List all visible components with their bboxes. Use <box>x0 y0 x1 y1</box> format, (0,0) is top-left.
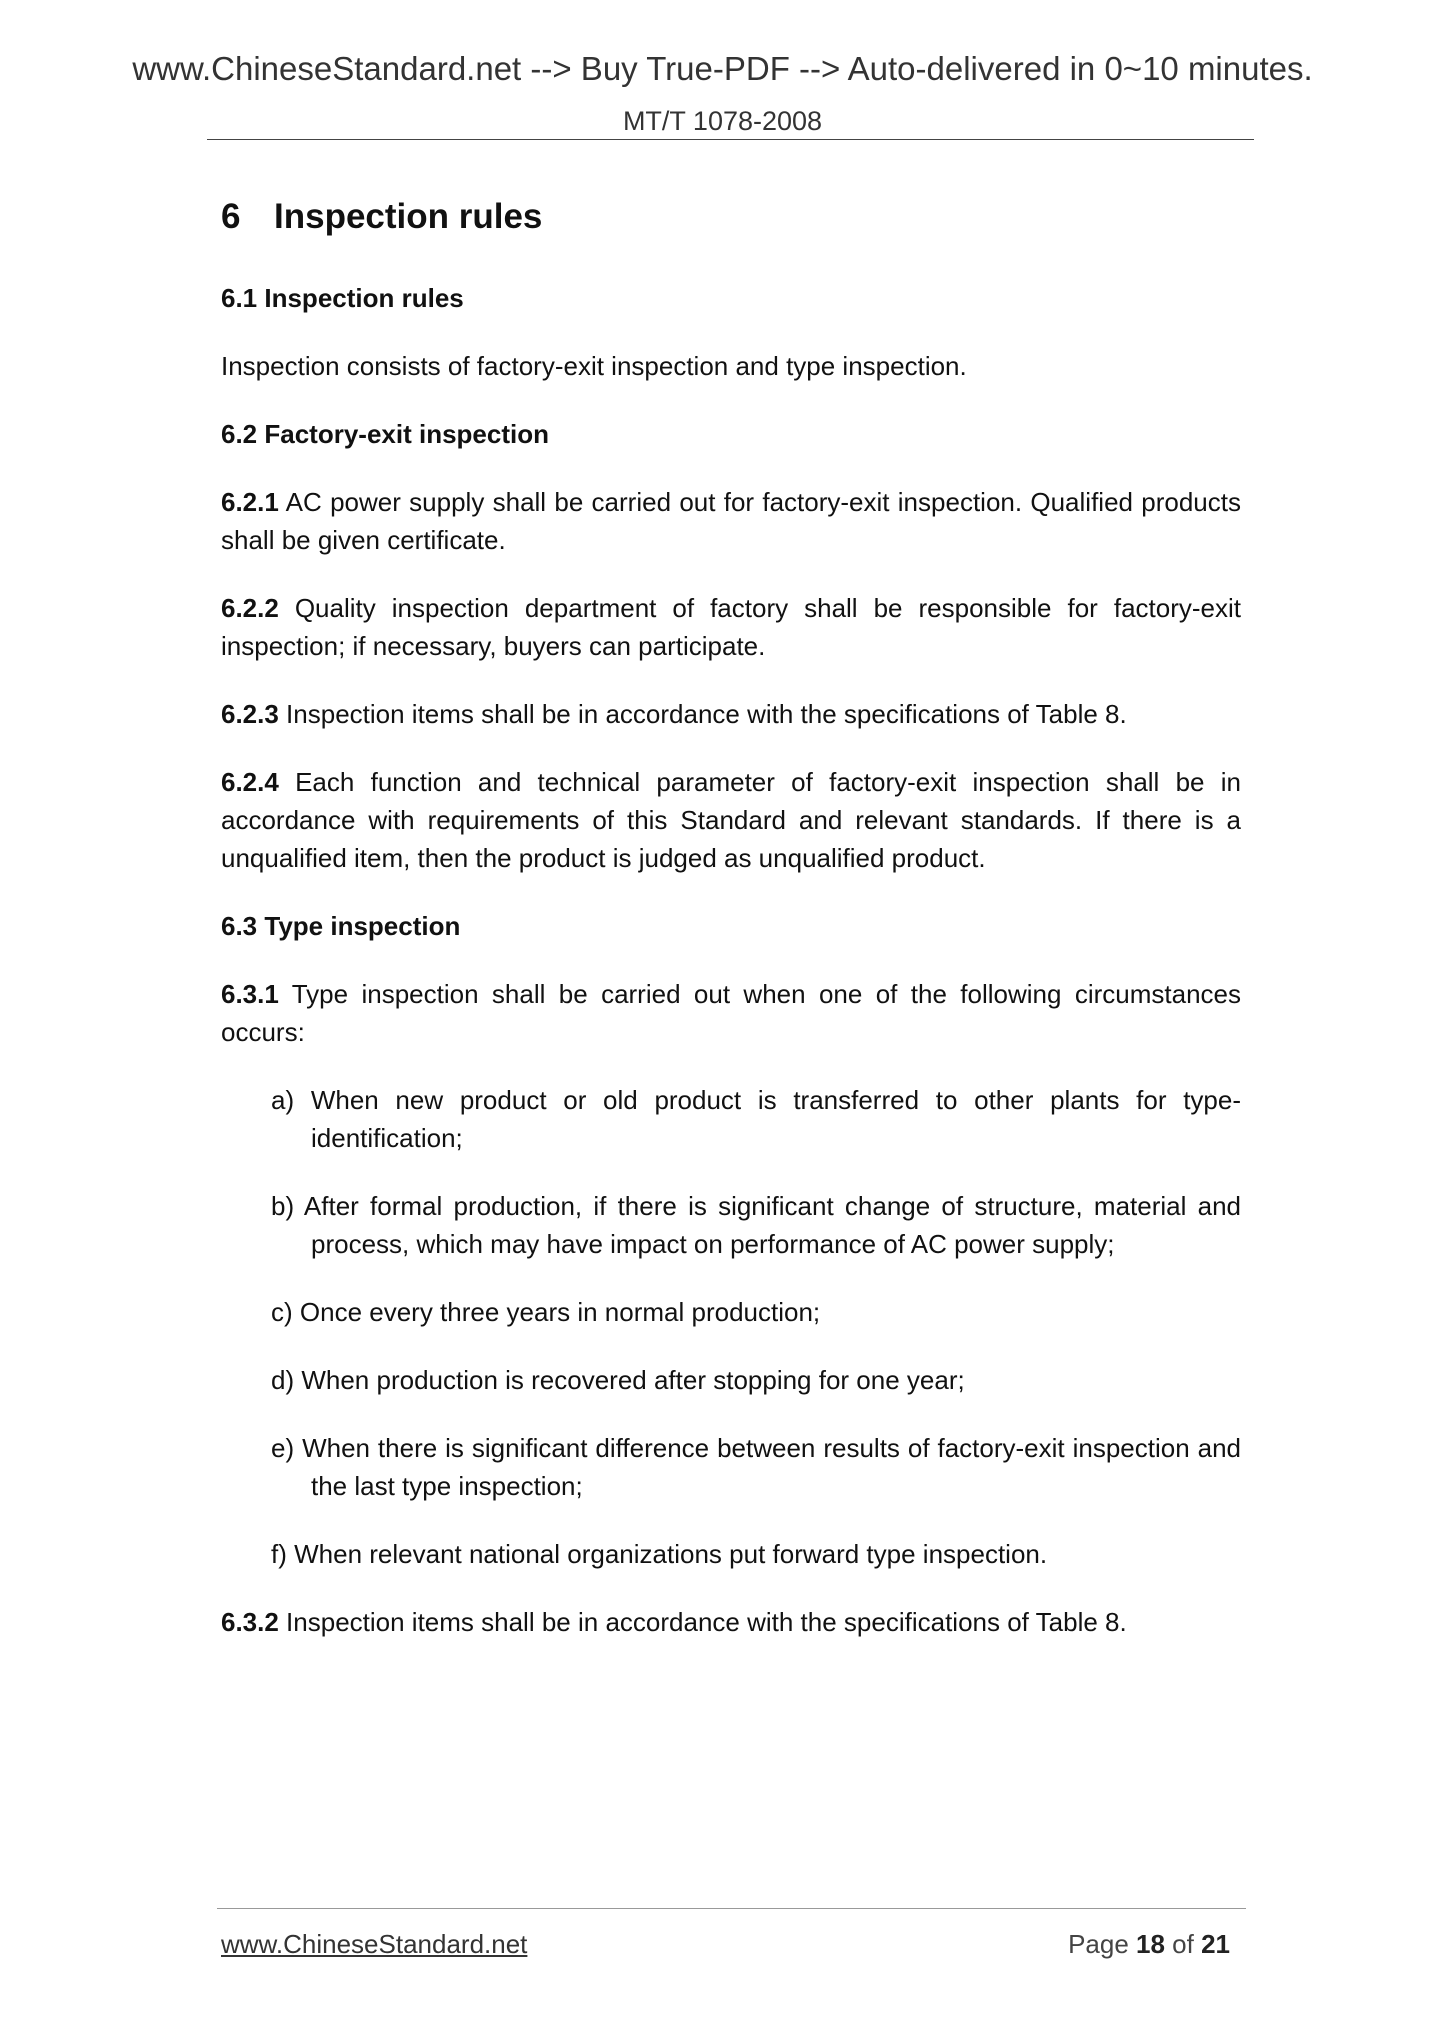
clause-number: 6.2.1 <box>221 487 279 517</box>
page-indicator <box>1068 1931 1230 1957</box>
clause-text: Inspection items shall be in accordance with the specifications of Table 8. <box>278 1607 1127 1637</box>
clause-number: 6.3.1 <box>221 979 279 1009</box>
list-item-e: e) When there is significant difference between results of factory-exit inspection and the last type inspection; <box>271 1433 1241 1501</box>
current-page: 18 <box>1136 1929 1165 1959</box>
footer-divider <box>217 1908 1246 1909</box>
clause-text: Type inspection shall be carried out when one of the following circumstances occurs: <box>221 979 1241 1047</box>
clause-text: AC power supply shall be carried out for factory-exit inspection. Qualified products shall be given certificate. <box>221 487 1241 555</box>
clause-6-2-1 <box>221 483 1241 559</box>
section-title: Inspection rules <box>274 197 543 236</box>
document-body <box>221 195 1241 1671</box>
header-banner: www.ChineseStandard.net --> Buy True-PDF --> Auto-delivered in 0~10 minutes. <box>132 50 1313 87</box>
paragraph-6-1: Inspection consists of factory-exit inspection and type inspection. <box>221 351 967 381</box>
clause-number: 6.2.3 <box>221 699 279 729</box>
clause-text: Inspection items shall be in accordance with the specifications of Table 8. <box>278 699 1127 729</box>
clause-number: 6.3.2 <box>221 1607 279 1637</box>
list-item-a: a) When new product or old product is transferred to other plants for type-identification; <box>271 1085 1241 1153</box>
clause-number: 6.2.2 <box>221 593 279 623</box>
page-label: Page <box>1068 1929 1137 1959</box>
clause-number: 6.2.4 <box>221 767 279 797</box>
standard-code: MT/T 1078-2008 <box>622 106 823 136</box>
subsection-heading-6-3: 6.3 Type inspection <box>221 911 461 941</box>
clause-6-2-3 <box>221 695 1241 733</box>
subsection-heading-6-1: 6.1 Inspection rules <box>221 283 464 313</box>
list-item-c: c) Once every three years in normal production; <box>271 1297 821 1327</box>
clause-6-2-4 <box>221 763 1241 877</box>
total-pages: 21 <box>1201 1929 1230 1959</box>
clause-text: Each function and technical parameter of factory-exit inspection shall be in accordance with requirements of this Standard and relevant standards. If there is a unqualified item, then the product is judged as unqualified product. <box>221 767 1241 873</box>
section-heading <box>221 195 1241 239</box>
clause-6-3-1 <box>221 975 1241 1051</box>
page-of-label: of <box>1164 1929 1202 1959</box>
list-item-f: f) When relevant national organizations put forward type inspection. <box>271 1539 1048 1569</box>
clause-6-2-2 <box>221 589 1241 665</box>
list-item-d: d) When production is recovered after stopping for one year; <box>271 1365 965 1395</box>
list-item-b: b) After formal production, if there is significant change of structure, material and process, which may have impact on performance of AC power supply; <box>271 1191 1241 1259</box>
clause-6-3-2 <box>221 1603 1241 1641</box>
clause-text: Quality inspection department of factory shall be responsible for factory-exit inspection; if necessary, buyers can participate. <box>221 593 1241 661</box>
footer-site-link[interactable]: www.ChineseStandard.net <box>221 1929 528 1959</box>
subsection-heading-6-2: 6.2 Factory-exit inspection <box>221 419 549 449</box>
section-number: 6 <box>221 197 241 236</box>
header-divider <box>207 139 1254 140</box>
